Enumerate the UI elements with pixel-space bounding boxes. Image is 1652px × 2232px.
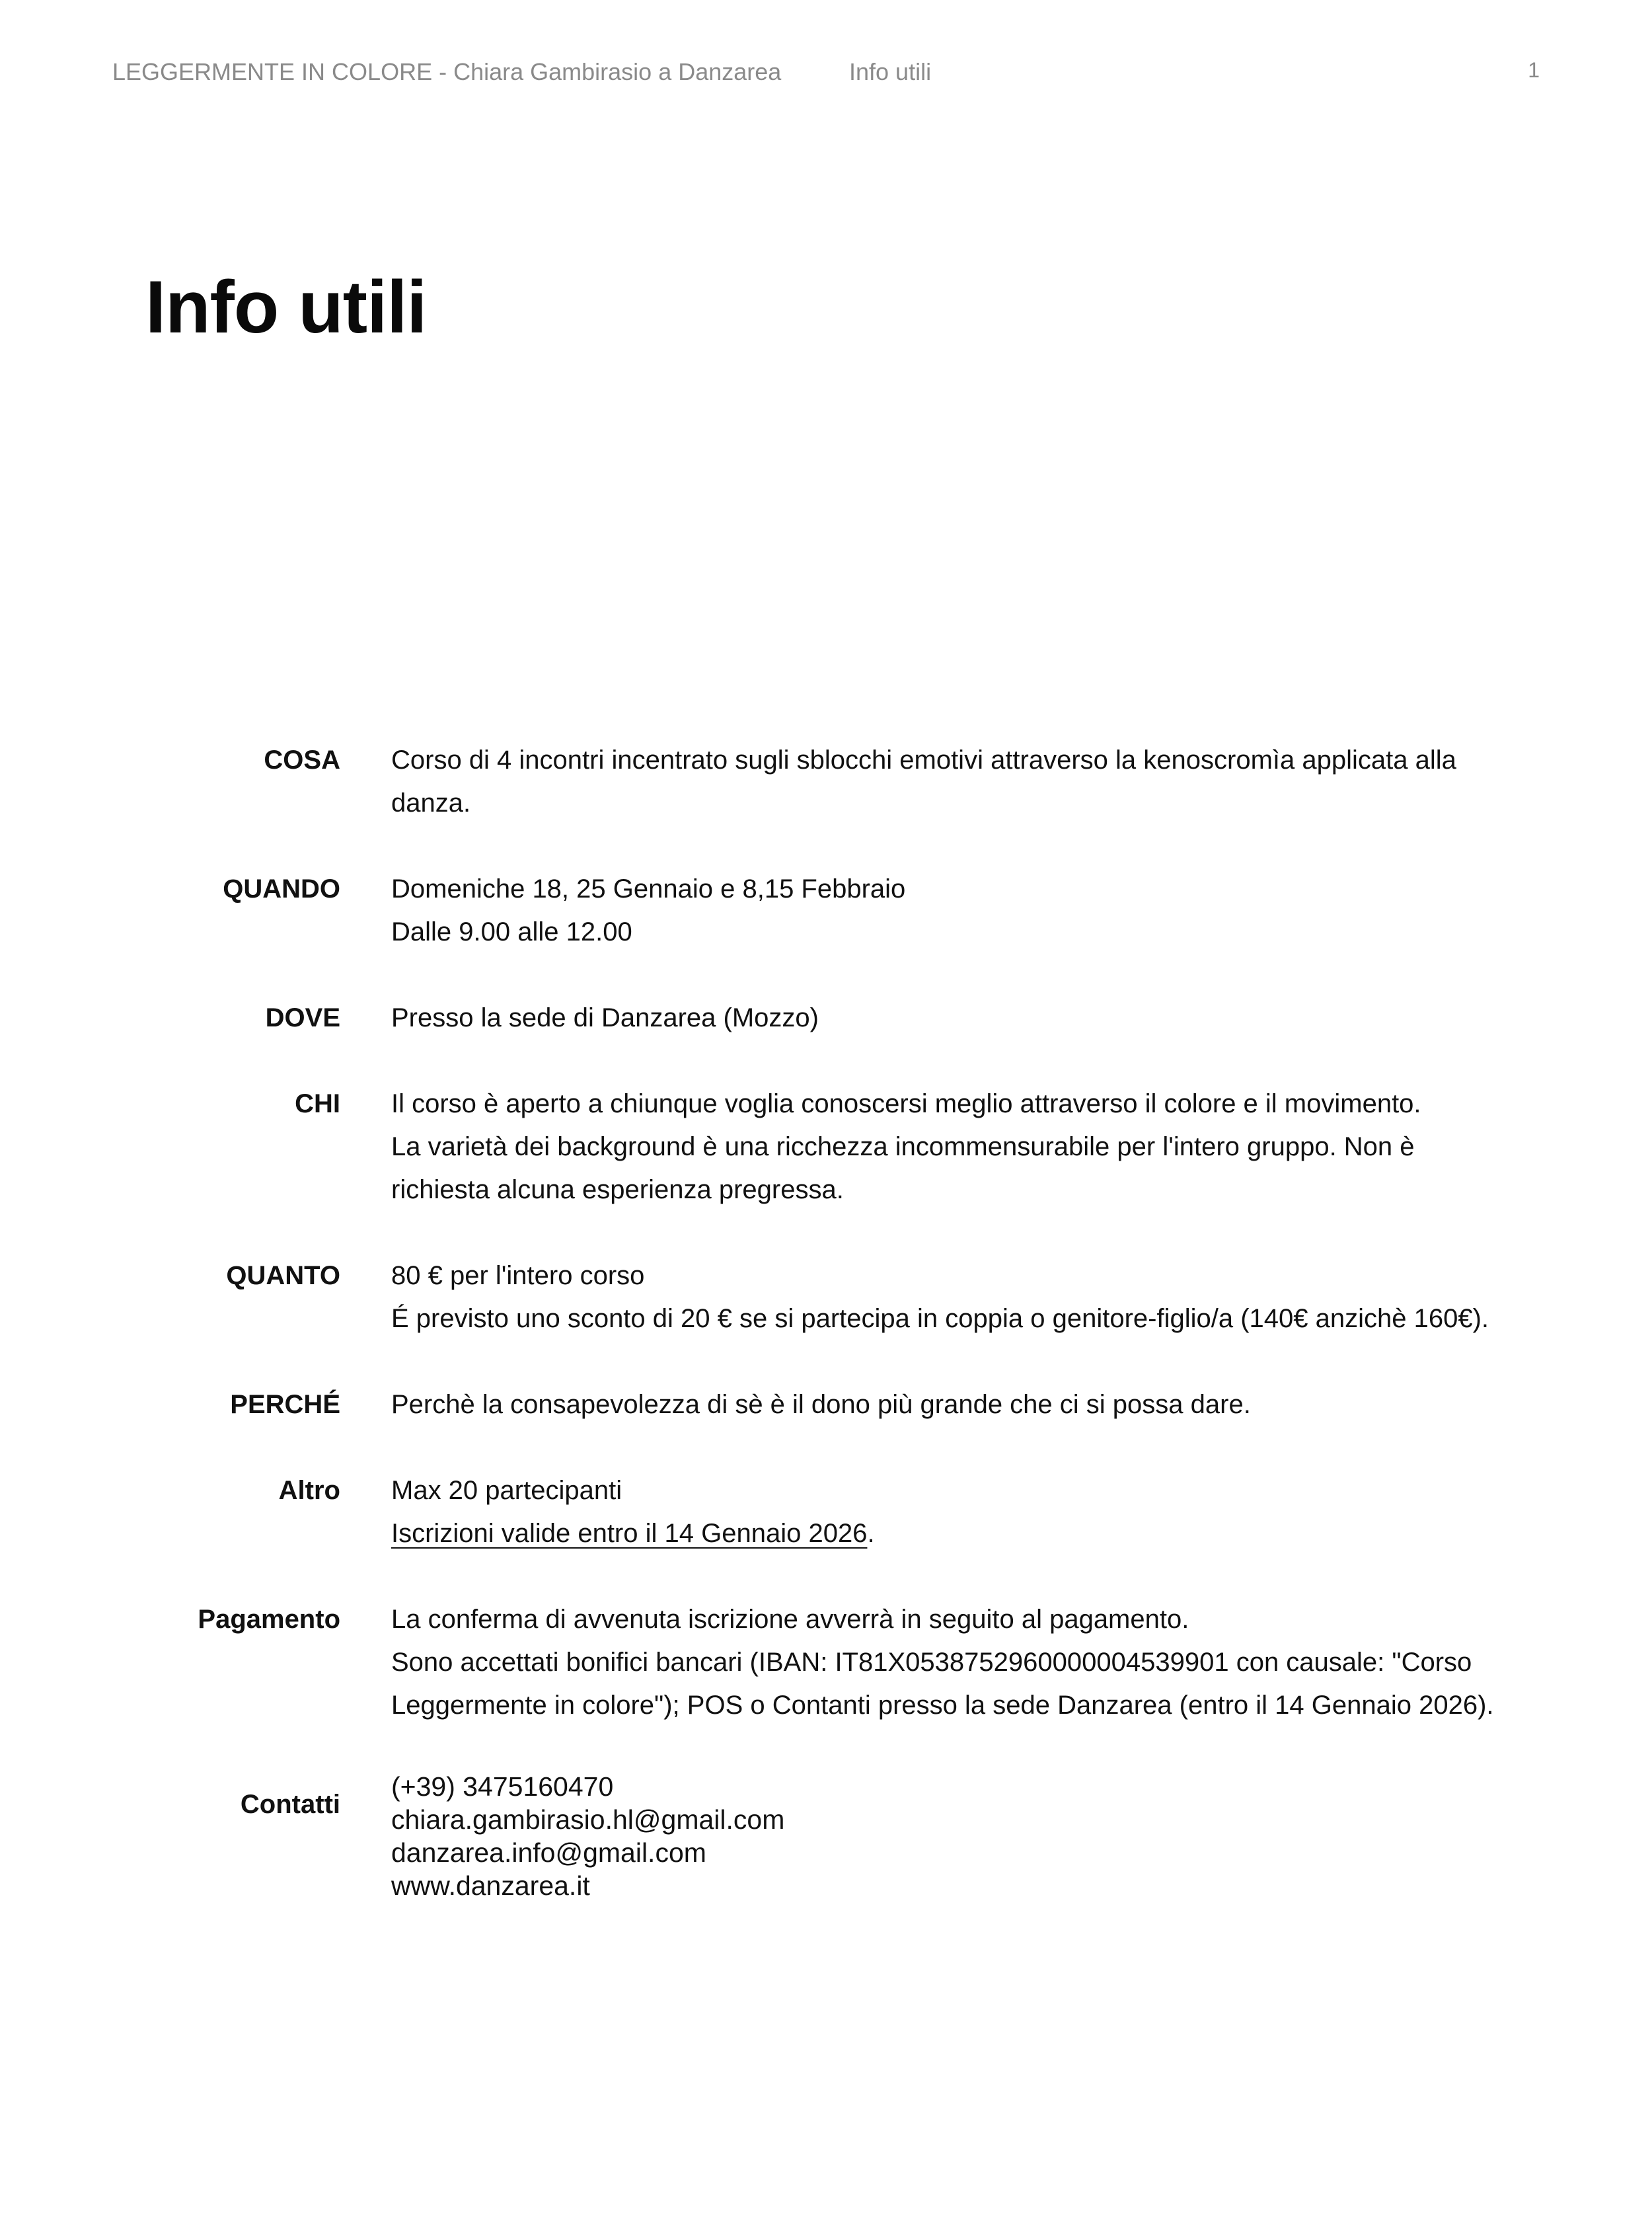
row-text: É previsto uno sconto di 20 € se si partecipa in coppia o genitore-figlio/a (140€ anzichè 160€). (391, 1304, 1489, 1333)
page-number: 1 (1528, 58, 1540, 82)
row-label: QUANDO (223, 874, 340, 904)
contact-phone[interactable]: (+39) 3475160470 (391, 1771, 614, 1802)
row-text (391, 1512, 1515, 1555)
deadline-suffix: . (867, 1519, 875, 1548)
page-title: Info utili (145, 266, 427, 348)
row-content (391, 1469, 1515, 1555)
document-title: LEGGERMENTE IN COLORE - Chiara Gambirasio a Danzarea (112, 58, 782, 85)
row-content (391, 1254, 1515, 1340)
contact-website[interactable]: www.danzarea.it (391, 1870, 590, 1901)
row-label: PERCHÉ (230, 1390, 340, 1419)
row-text: La conferma di avvenuta iscrizione avverrà in seguito al pagamento. (391, 1605, 1189, 1634)
row-label: DOVE (265, 1003, 340, 1032)
row-quanto (0, 1254, 1652, 1340)
row-contatti (0, 1770, 1652, 1902)
row-text: La varietà dei background è una ricchezza incommensurabile per l'intero gruppo. Non è richiesta alcuna esperienza pregressa. (391, 1132, 1415, 1204)
row-label: QUANTO (226, 1261, 340, 1290)
row-altro (0, 1469, 1652, 1555)
row-text: Il corso è aperto a chiunque voglia conoscersi meglio attraverso il colore e il movimento. (391, 1089, 1421, 1118)
row-content (391, 1383, 1515, 1426)
row-chi (0, 1083, 1652, 1212)
row-text: Dalle 9.00 alle 12.00 (391, 917, 632, 946)
page-header (112, 58, 1540, 95)
info-table (0, 739, 1652, 1945)
row-text: 80 € per l'intero corso (391, 1261, 645, 1290)
registration-deadline: Iscrizioni valide entro il 14 Gennaio 2026 (391, 1519, 868, 1548)
row-content (391, 1770, 1515, 1902)
row-text: Presso la sede di Danzarea (Mozzo) (391, 1003, 819, 1032)
row-content (391, 997, 1515, 1040)
header-section-name: Info utili (849, 58, 932, 85)
row-label: CHI (295, 1089, 340, 1118)
row-label: Altro (278, 1476, 340, 1505)
row-text: Domeniche 18, 25 Gennaio e 8,15 Febbraio (391, 874, 906, 904)
contact-email-chiara[interactable]: chiara.gambirasio.hl@gmail.com (391, 1804, 785, 1835)
contact-email-danzarea[interactable]: danzarea.info@gmail.com (391, 1837, 706, 1868)
row-perche (0, 1383, 1652, 1426)
row-content (391, 739, 1515, 825)
row-text: Max 20 partecipanti (391, 1476, 622, 1505)
row-content (391, 1598, 1515, 1727)
row-text: Sono accettati bonifici bancari (IBAN: IT81X0538752960000004539901 con causale: "Corso Leggermente in colore"); POS o Contanti presso la sede Danzarea (entro il 14 Gennaio 2026). (391, 1648, 1494, 1720)
row-label: Pagamento (198, 1605, 340, 1634)
row-label: COSA (264, 746, 340, 775)
row-quando (0, 868, 1652, 954)
row-dove (0, 997, 1652, 1040)
row-text: Perchè la consapevolezza di sè è il dono più grande che ci si possa dare. (391, 1390, 1251, 1419)
row-label: Contatti (240, 1790, 340, 1819)
row-pagamento (0, 1598, 1652, 1727)
row-content (391, 868, 1515, 954)
row-content (391, 1083, 1515, 1212)
row-text: Corso di 4 incontri incentrato sugli sblocchi emotivi attraverso la kenoscromìa applicata alla danza. (391, 746, 1456, 818)
row-cosa (0, 739, 1652, 825)
